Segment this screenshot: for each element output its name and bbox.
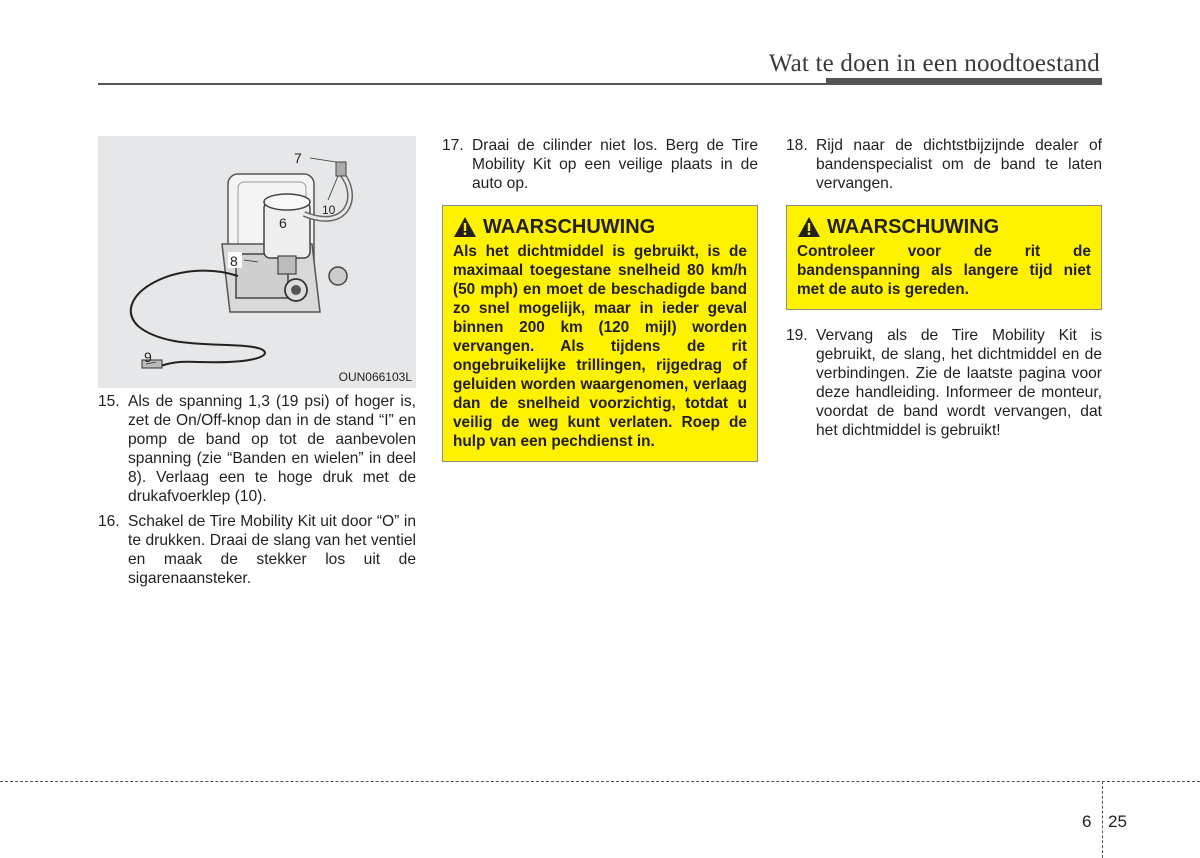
- tire-mobility-kit-illustration: [98, 136, 416, 388]
- step-number: 15.: [98, 393, 120, 410]
- step-17: [442, 136, 758, 193]
- step-text: Als de spanning 1,3 (19 psi) of hoger is, zet de On/Off-knop dan in de stand “I” en pomp de band op tot de aanbevolen spanning (zie “Banden en wielen” in deel 8). Verlaag een te hoge druk met de drukafvoerklep (10).: [128, 393, 416, 505]
- step-number: 18.: [786, 137, 808, 154]
- cylinder-neck: [278, 256, 296, 274]
- footer-rule: [0, 781, 1200, 782]
- warning-header: [797, 216, 1091, 238]
- figure-code: OUN066103L: [338, 370, 412, 384]
- step-16: [98, 512, 416, 588]
- warning-header: [453, 216, 747, 238]
- warning-box-pressure: [786, 205, 1102, 310]
- step-text: Schakel de Tire Mobility Kit uit door “O” in te drukken. Draai de slang van het ventiel en maak de stekker los uit de sigarenaansteker.: [128, 513, 416, 587]
- step-15: [98, 392, 416, 506]
- header-rule-accent: [826, 78, 1102, 85]
- footer-divider: [1102, 781, 1103, 858]
- page-header-title: Wat te doen in een noodtoestand: [768, 50, 1100, 77]
- chapter-number: 6: [1082, 812, 1092, 831]
- column-1: [98, 392, 416, 594]
- callout-9: 9: [144, 349, 152, 365]
- warning-text: Als het dichtmiddel is gebruikt, is de maximaal toegestane snelheid 80 km/h (50 mph) en moet de beschadigde band zo snel mogelijk, maar in ieder geval binnen 200 km (120 mijl) worden vervangen. Als tijdens de rit ongebruikelijke trillingen, rijgedrag of geluiden worden waargenomen, verlaag dan de snelheid voorzichtig, totdat u veilig de weg kunt verlaten. Roep de hulp van een pechdienst in.: [453, 243, 747, 450]
- sealant-cylinder-top: [264, 194, 310, 210]
- page-number: 25: [1108, 812, 1127, 831]
- column-2: [442, 136, 758, 462]
- warning-text: Controleer voor de rit de bandenspanning als langere tijd niet met de auto is gereden.: [797, 243, 1091, 298]
- warning-triangle-icon: [453, 216, 477, 238]
- callout-10: 10: [322, 203, 336, 217]
- warning-title: WAARSCHUWING: [483, 216, 656, 238]
- step-text: Vervang als de Tire Mobility Kit is gebruikt, de slang, het dichtmiddel en de verbindingen. Zie de laatste pagina voor deze handleiding. Informeer de monteur, voordat de band wordt vervangen, dat het dichtmiddel is gebruikt!: [816, 327, 1102, 439]
- callout-line-7: [310, 158, 336, 162]
- step-text: Rijd naar de dichtstbijzijnde dealer of bandenspecialist om de band te laten vervangen.: [816, 137, 1102, 192]
- callout-6: 6: [279, 215, 287, 231]
- step-number: 17.: [442, 137, 464, 154]
- valve-cap: [329, 267, 347, 285]
- step-19: [786, 326, 1102, 440]
- step-18: [786, 136, 1102, 193]
- callout-line-10: [328, 176, 338, 200]
- callout-8: 8: [230, 253, 238, 269]
- column-3: [786, 136, 1102, 446]
- warning-box-speed: [442, 205, 758, 462]
- step-number: 16.: [98, 513, 120, 530]
- pressure-gauge-center: [291, 285, 301, 295]
- hose-connector: [336, 162, 346, 176]
- warning-title: WAARSCHUWING: [827, 216, 1000, 238]
- callout-7: 7: [294, 150, 302, 166]
- step-number: 19.: [786, 327, 808, 344]
- warning-triangle-icon: [797, 216, 821, 238]
- kit-drawing: [98, 136, 416, 388]
- step-text: Draai de cilinder niet los. Berg de Tire Mobility Kit op een veilige plaats in de auto op.: [472, 137, 758, 192]
